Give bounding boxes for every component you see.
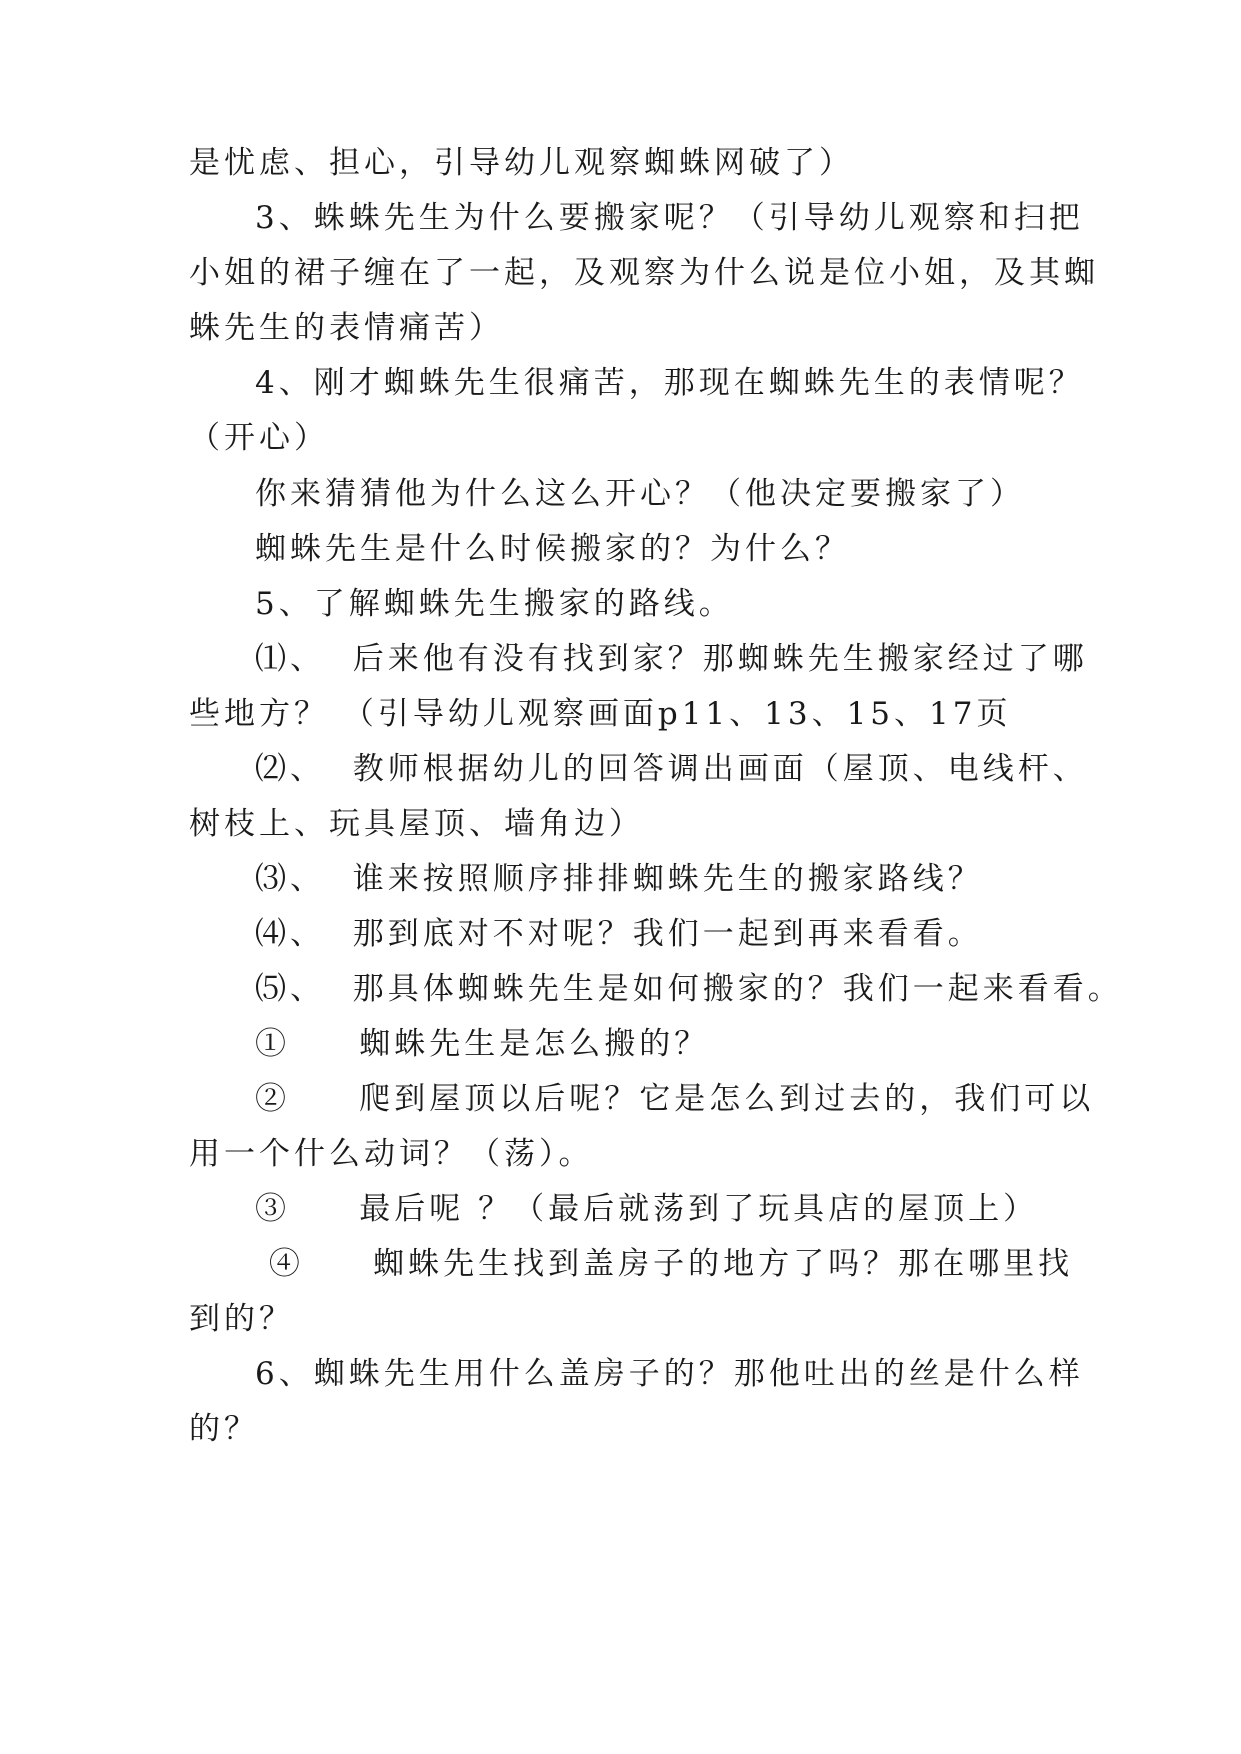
text-line-13: 树枝上、玩具屋顶、墙角边） [189, 806, 644, 842]
text-line-21: ④ 蜘蛛先生找到盖房子的地方了吗？那在哪里找 [255, 1246, 1074, 1282]
text-line-10: ⑴、 后来他有没有找到家？那蜘蛛先生搬家经过了哪 [255, 641, 1088, 677]
text-line-15: ⑷、 那到底对不对呢？我们一起到再来看看。 [255, 916, 983, 952]
text-line-9: 5、了解蜘蛛先生搬家的路线。 [255, 586, 734, 622]
text-line-20: ③ 最后呢 ？（最后就荡到了玩具店的屋顶上） [255, 1191, 1039, 1227]
text-line-24: 的？ [189, 1411, 259, 1447]
text-line-3: 小姐的裙子缠在了一起，及观察为什么说是位小姐，及其蜘 [189, 255, 1099, 291]
text-line-22: 到的？ [189, 1301, 294, 1337]
text-line-7: 你来猜猜他为什么这么开心？（他决定要搬家了） [255, 476, 1025, 512]
text-line-6: （开心） [189, 420, 329, 456]
text-line-14: ⑶、 谁来按照顺序排排蜘蛛先生的搬家路线？ [255, 861, 983, 897]
text-line-12: ⑵、 教师根据幼儿的回答调出画面（屋顶、电线杆、 [255, 751, 1088, 787]
text-line-16: ⑸、 那具体蜘蛛先生是如何搬家的？我们一起来看看。 [255, 971, 1123, 1007]
text-line-17: ① 蜘蛛先生是怎么搬的？ [255, 1026, 710, 1062]
text-line-8: 蜘蛛先生是什么时候搬家的？为什么？ [255, 531, 850, 567]
text-line-11: 些地方？ （引导幼儿观察画面p11、13、15、17页 [189, 696, 1012, 732]
text-line-5: 4、刚才蜘蛛先生很痛苦，那现在蜘蛛先生的表情呢？ [255, 365, 1084, 401]
text-line-1: 是忧虑、担心，引导幼儿观察蜘蛛网破了） [189, 145, 854, 181]
text-line-23: 6、蜘蛛先生用什么盖房子的？那他吐出的丝是什么样 [255, 1356, 1084, 1392]
text-line-4: 蛛先生的表情痛苦） [189, 310, 504, 346]
text-line-19: 用一个什么动词？（荡）。 [189, 1136, 594, 1172]
text-line-2: 3、蛛蛛先生为什么要搬家呢？（引导幼儿观察和扫把 [255, 200, 1084, 236]
text-line-18: ② 爬到屋顶以后呢？它是怎么到过去的，我们可以 [255, 1081, 1095, 1117]
